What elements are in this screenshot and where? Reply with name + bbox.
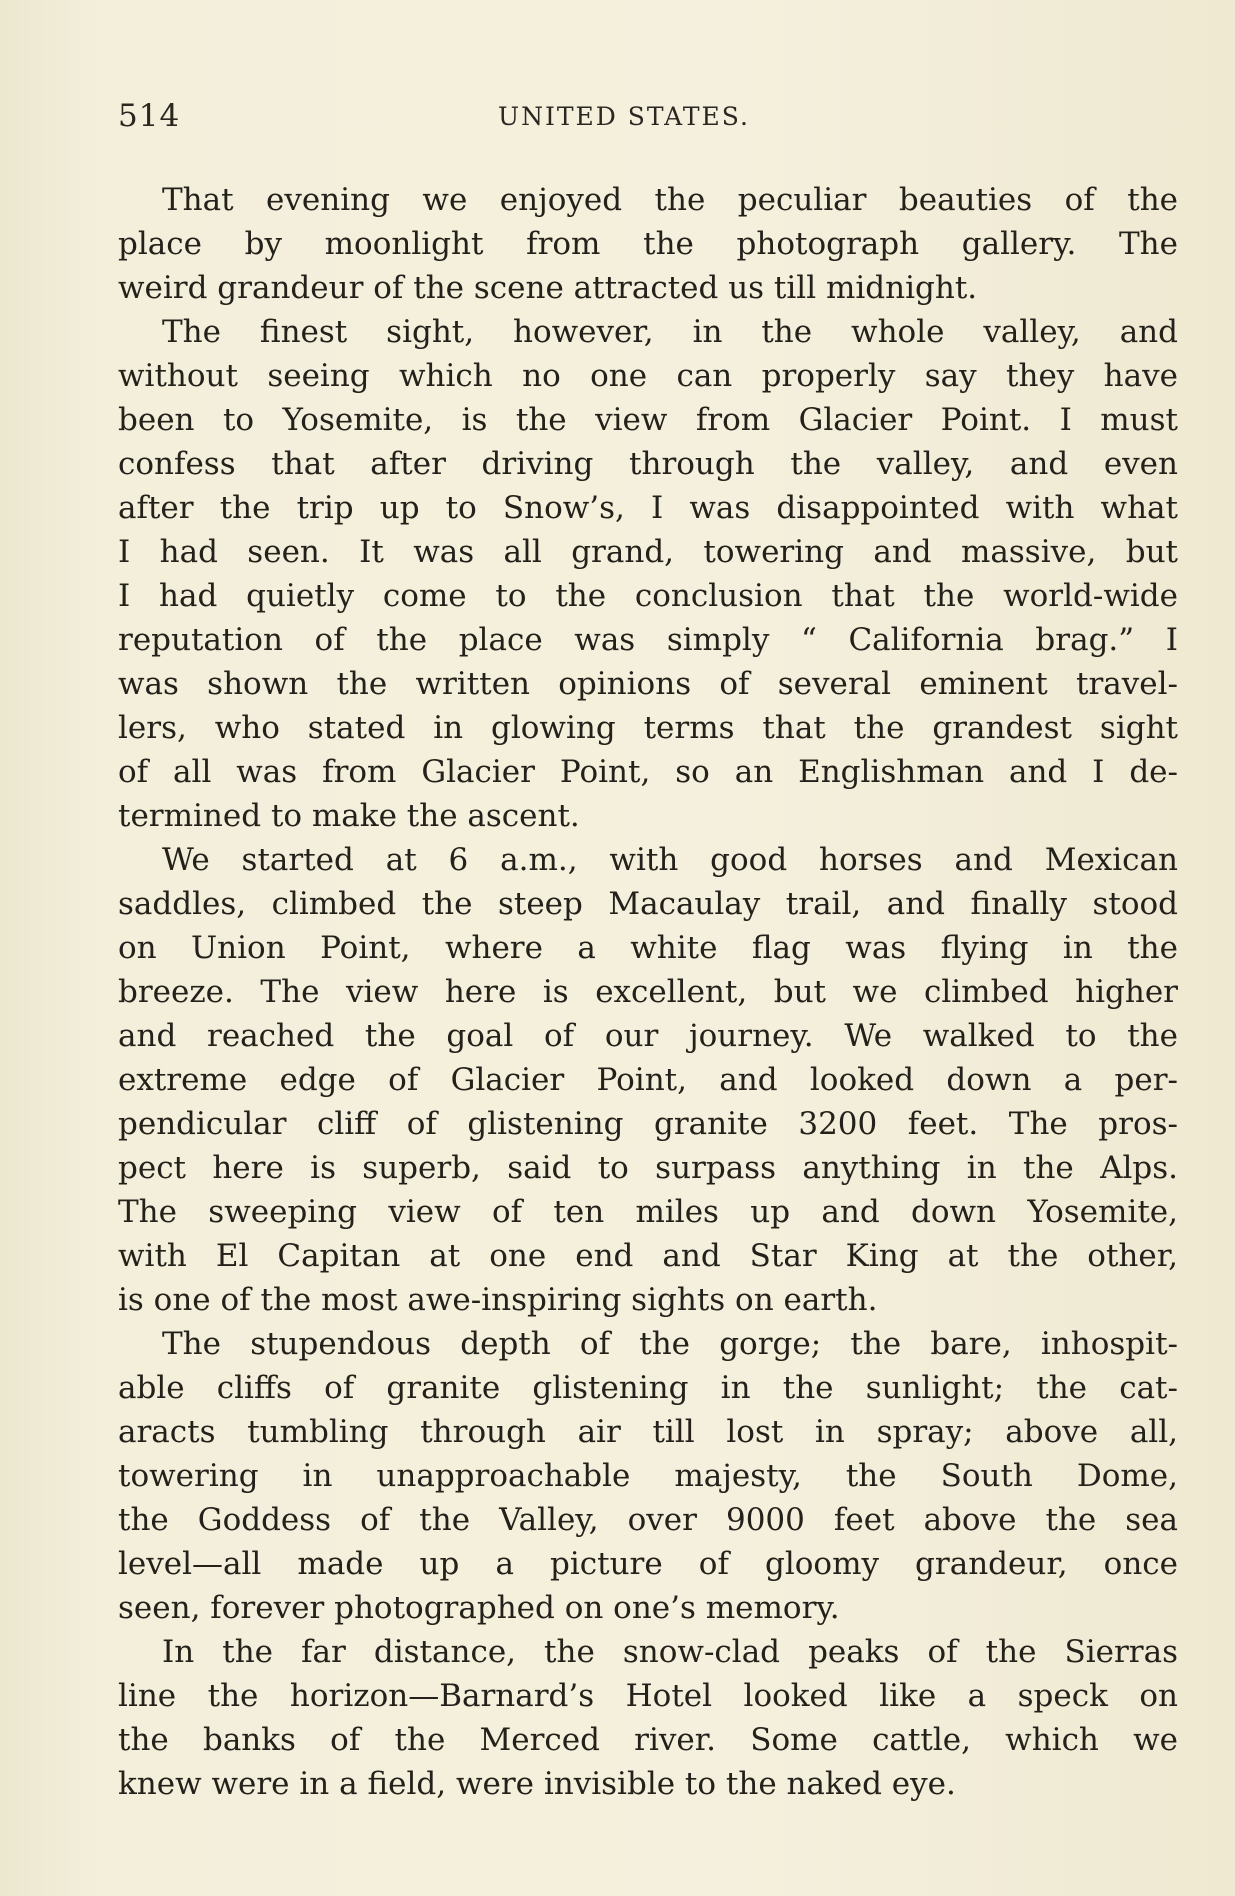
text-line: aracts tumbling through air till lost in spray; above all, [118,1414,1178,1450]
text-line: In the far distance, the snow-clad peaks of the Sierras [162,1634,1178,1670]
text-line: That evening we enjoyed the peculiar beauties of the [162,182,1178,218]
body-text [118,178,1178,1806]
text-line: pendicular cliff of glistening granite 3200 feet. The pros- [118,1106,1178,1142]
text-line: knew were in a field, were invisible to the naked eye. [118,1766,956,1802]
text-line: the banks of the Merced river. Some cattle, which we [118,1722,1178,1758]
text-line: able cliffs of granite glistening in the sunlight; the cat- [118,1370,1178,1406]
text-line: We started at 6 a.m., with good horses and Mexican [162,842,1178,878]
paragraph-evening [118,178,1178,310]
text-line: been to Yosemite, is the view from Glacier Point. I must [118,402,1178,438]
text-line: The stupendous depth of the gorge; the bare, inhospit- [162,1326,1178,1362]
text-line: weird grandeur of the scene attracted us till midnight. [118,270,978,306]
text-line: seen, forever photographed on one’s memory. [118,1590,840,1626]
text-line: without seeing which no one can properly say they have [118,358,1178,394]
text-line: breeze. The view here is excellent, but we climbed higher [118,974,1178,1010]
text-line: saddles, climbed the steep Macaulay trail, and finally stood [118,886,1178,922]
text-line: I had seen. It was all grand, towering and massive, but [118,534,1178,570]
paragraph-gorge [118,1322,1178,1630]
running-title: UNITED STATES. [498,102,750,131]
text-line: of all was from Glacier Point, so an Englishman and I de- [118,754,1178,790]
text-line: The finest sight, however, in the whole valley, and [162,314,1178,350]
page-number: 514 [118,98,181,134]
text-line: extreme edge of Glacier Point, and looked down a per- [118,1062,1178,1098]
text-line: The sweeping view of ten miles up and down Yosemite, [118,1194,1178,1230]
text-line: termined to make the ascent. [118,798,580,834]
text-line: and reached the goal of our journey. We walked to the [118,1018,1178,1054]
text-line: after the trip up to Snow’s, I was disappointed with what [118,490,1178,526]
paragraph-ascent [118,838,1178,1322]
paragraph-glacier-point [118,310,1178,838]
text-line: reputation of the place was simply “ California brag.” I [118,622,1178,658]
text-line: I had quietly come to the conclusion that the world-wide [118,578,1178,614]
text-line: pect here is superb, said to surpass anything in the Alps. [118,1150,1178,1186]
page-header [118,98,1170,138]
text-line: confess that after driving through the valley, and even [118,446,1178,482]
text-line: was shown the written opinions of several eminent travel- [118,666,1178,702]
text-line: on Union Point, where a white flag was flying in the [118,930,1178,966]
text-line: line the horizon—Barnard’s Hotel looked like a speck on [118,1678,1178,1714]
text-line: level—all made up a picture of gloomy grandeur, once [118,1546,1178,1582]
text-line: the Goddess of the Valley, over 9000 feet above the sea [118,1502,1178,1538]
paragraph-distance [118,1630,1178,1806]
text-line: lers, who stated in glowing terms that the grandest sight [118,710,1178,746]
text-line: with El Capitan at one end and Star King at the other, [118,1238,1178,1274]
text-line: place by moonlight from the photograph gallery. The [118,226,1178,262]
text-line: towering in unapproachable majesty, the South Dome, [118,1458,1178,1494]
text-line: is one of the most awe-inspiring sights on earth. [118,1282,878,1318]
